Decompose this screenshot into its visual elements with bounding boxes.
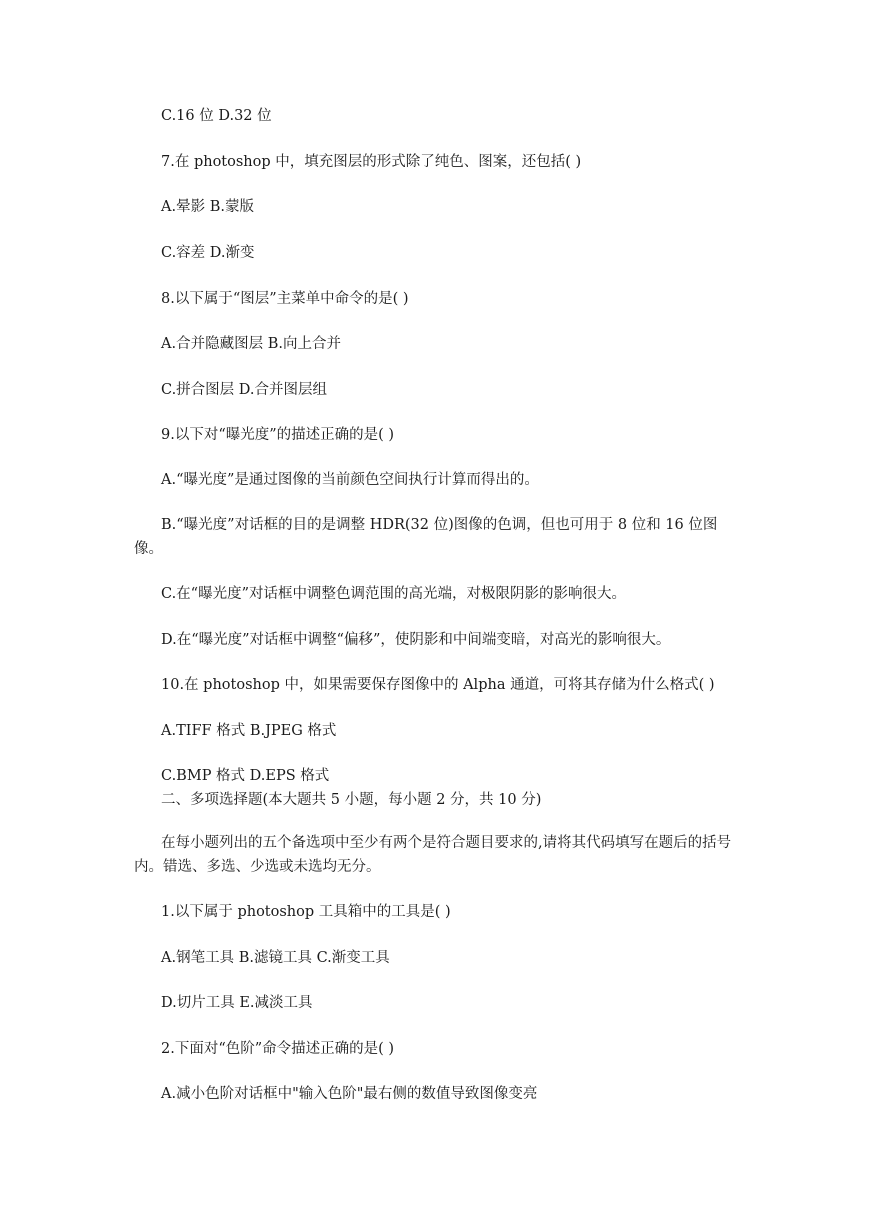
option-line-10cd: C.BMP 格式 D.EPS 格式 [161,768,330,784]
question-mc-1: 1.以下属于 photoshop 工具箱中的工具是( ) [161,904,451,920]
option-line-8ab: A.合并隐藏图层 B.向上合并 [161,336,341,352]
option-line-8cd: C.拼合图层 D.合并图层组 [161,382,328,398]
question-mc-2: 2.下面对“色阶”命令描述正确的是( ) [161,1041,395,1057]
option-mc2-a: A.减小色阶对话框中"输入色阶"最右侧的数值导致图像变亮 [161,1086,538,1102]
section-instructions: 在每小题列出的五个备选项中至少有两个是符合题目要求的,请将其代码填写在题后的括号内。错选、多选、少选或未选均无分。 [134,835,732,875]
option-line-mc1-de: D.切片工具 E.减淡工具 [161,995,313,1011]
option-line-10ab: A.TIFF 格式 B.JPEG 格式 [161,723,337,739]
option-line-7cd: C.容差 D.渐变 [161,245,255,261]
option-line-7ab: A.晕影 B.蒙版 [161,199,254,215]
option-9b: B.“曝光度”对话框的目的是调整 HDR(32 位)图像的色调，但也可用于 8 位和 16 位图像。 [134,517,718,557]
option-9c: C.在“曝光度”对话框中调整色调范围的高光端，对极限阴影的影响很大。 [161,586,627,602]
question-7: 7.在 photoshop 中，填充图层的形式除了纯色、图案，还包括( ) [161,154,582,170]
question-9: 9.以下对“曝光度”的描述正确的是( ) [161,427,395,443]
option-line-6cd: C.16 位 D.32 位 [161,108,272,124]
option-9d: D.在“曝光度”对话框中调整“偏移”，使阴影和中间端变暗，对高光的影响很大。 [161,632,671,648]
question-10: 10.在 photoshop 中，如果需要保存图像中的 Alpha 通道，可将其存储为什么格式( ) [161,677,715,693]
option-line-mc1-abc: A.钢笔工具 B.滤镜工具 C.渐变工具 [161,950,390,966]
question-8: 8.以下属于“图层”主菜单中命令的是( ) [161,291,409,307]
option-9a: A.“曝光度”是通过图像的当前颜色空间执行计算而得出的。 [161,472,539,488]
section-heading-multiple-choice: 二、多项选择题(本大题共 5 小题，每小题 2 分，共 10 分) [161,792,542,808]
